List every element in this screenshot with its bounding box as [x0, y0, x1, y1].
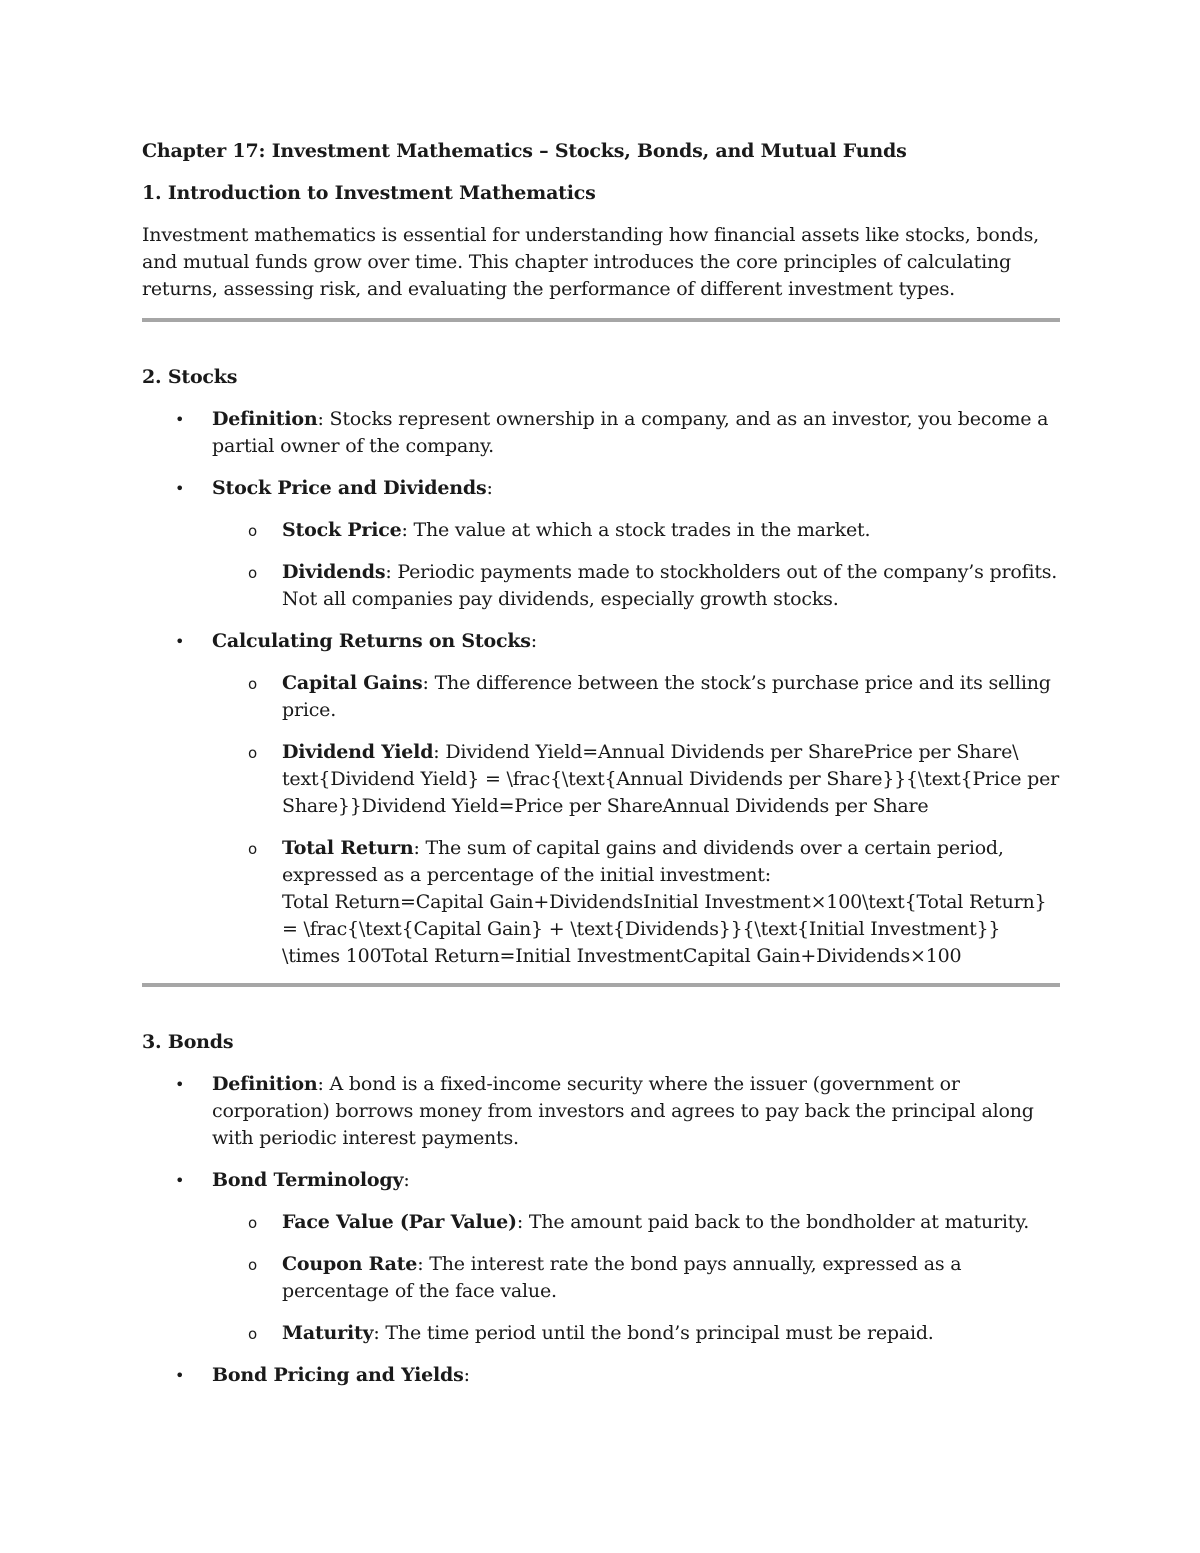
sub-list-item-coupon-rate: [212, 1251, 1060, 1305]
circle-bullet-icon: o: [248, 1214, 257, 1232]
term-label: Stock Price: [282, 519, 402, 541]
term-label: Bond Terminology: [212, 1169, 404, 1191]
term-suffix: :: [486, 477, 493, 499]
list-item-stock-price-dividends: [142, 475, 1060, 613]
bullet-icon: •: [175, 410, 185, 429]
section-heading-introduction: 1. Introduction to Investment Mathematics: [142, 182, 596, 204]
term-suffix: :: [463, 1364, 470, 1386]
sub-list: [212, 1209, 1060, 1347]
list-item-bonds-definition: [142, 1071, 1060, 1152]
term-description: : A bond is a fixed-income security where the issuer (government or corporation) borrows money from investors and agrees to pay back the principal along with periodic interest payments.: [212, 1073, 1034, 1149]
list-item-bond-terminology: [142, 1167, 1060, 1347]
bullet-icon: •: [175, 1366, 185, 1385]
circle-bullet-icon: o: [248, 744, 257, 762]
bullet-icon: •: [175, 632, 185, 651]
chapter-title: Chapter 17: Investment Mathematics – Stocks, Bonds, and Mutual Funds: [142, 140, 907, 162]
bonds-list: [142, 1071, 1060, 1389]
term-suffix: :: [403, 1169, 410, 1191]
term-description: : Stocks represent ownership in a company, and as an investor, you become a partial owner of the company.: [212, 408, 1049, 457]
sub-list-item-stock-price: [212, 517, 1060, 544]
bullet-icon: •: [175, 1171, 185, 1190]
term-description: : The time period until the bond’s principal must be repaid.: [373, 1322, 934, 1344]
list-item-stocks-definition: [142, 406, 1060, 460]
term-description: : The interest rate the bond pays annually, expressed as a percentage of the face value.: [282, 1253, 962, 1302]
sub-list: [212, 670, 1060, 970]
term-label: Definition: [212, 1073, 318, 1095]
term-description: : The amount paid back to the bondholder at maturity.: [516, 1211, 1030, 1233]
sub-list-item-maturity: [212, 1320, 1060, 1347]
term-description: : The difference between the stock’s purchase price and its selling price.: [282, 672, 1051, 721]
formula-text: Total Return=Capital Gain+DividendsInitial Investment×100\text{Total Return} = \frac{\text{Capital Gain} + \text{Dividends}}{\text{Initial Investment}} \times 100Total Return=Initial InvestmentCapital Gain+Dividends×100: [282, 891, 1047, 967]
horizontal-rule: [142, 318, 1060, 322]
term-label: Total Return: [282, 837, 414, 859]
term-label: Coupon Rate: [282, 1253, 418, 1275]
formula-text: : Dividend Yield=Annual Dividends per SharePrice per Share\ text{Dividend Yield} = \frac{\text{Annual Dividends per Share}}{\text{Price per Share}}Dividend Yield=Price per ShareAnnual Dividends per Share: [282, 741, 1060, 817]
term-description: : The value at which a stock trades in the market.: [401, 519, 871, 541]
term-label: Dividend Yield: [282, 741, 434, 763]
section-heading-stocks: 2. Stocks: [142, 366, 238, 388]
horizontal-rule: [142, 983, 1060, 987]
term-suffix: :: [530, 630, 537, 652]
bullet-icon: •: [175, 479, 185, 498]
intro-paragraph: Investment mathematics is essential for understanding how financial assets like stocks, bonds, and mutual funds grow over time. This chapter introduces the core principles of calculating returns, assessing risk, and evaluating the performance of different investment types.: [142, 224, 1039, 300]
circle-bullet-icon: o: [248, 1256, 257, 1274]
term-label: Capital Gains: [282, 672, 423, 694]
term-label: Definition: [212, 408, 318, 430]
list-item-bond-pricing: [142, 1362, 1060, 1389]
sub-list: [212, 517, 1060, 613]
term-label: Calculating Returns on Stocks: [212, 630, 531, 652]
sub-list-item-dividend-yield: [212, 739, 1060, 820]
circle-bullet-icon: o: [248, 1325, 257, 1343]
circle-bullet-icon: o: [248, 675, 257, 693]
bullet-icon: •: [175, 1075, 185, 1094]
sub-list-item-face-value: [212, 1209, 1060, 1236]
document-page: [142, 138, 1060, 1404]
term-label: Stock Price and Dividends: [212, 477, 487, 499]
sub-list-item-dividends: [212, 559, 1060, 613]
term-description: : Periodic payments made to stockholders out of the company’s profits. Not all companies pay dividends, especially growth stocks.: [282, 561, 1058, 610]
circle-bullet-icon: o: [248, 840, 257, 858]
term-label: Dividends: [282, 561, 386, 583]
circle-bullet-icon: o: [248, 522, 257, 540]
list-item-calculating-returns: [142, 628, 1060, 970]
sub-list-item-total-return: [212, 835, 1060, 970]
circle-bullet-icon: o: [248, 564, 257, 582]
sub-list-item-capital-gains: [212, 670, 1060, 724]
section-heading-bonds: 3. Bonds: [142, 1031, 234, 1053]
stocks-list: [142, 406, 1060, 970]
term-label: Maturity: [282, 1322, 374, 1344]
term-description: : The sum of capital gains and dividends over a certain period, expressed as a percentage of the initial investment:: [282, 837, 1004, 886]
term-label: Face Value (Par Value): [282, 1211, 517, 1233]
term-label: Bond Pricing and Yields: [212, 1364, 464, 1386]
